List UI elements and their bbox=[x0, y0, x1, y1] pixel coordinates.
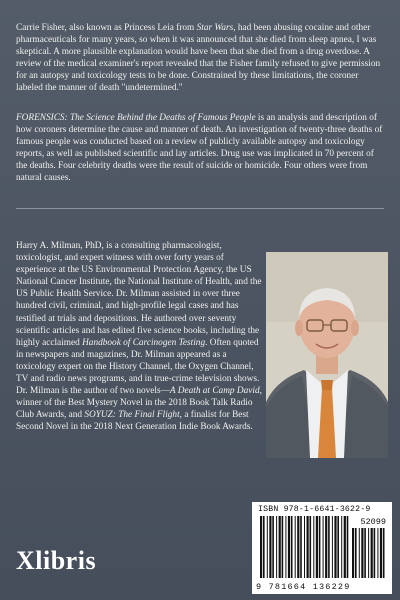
barcode-bar bbox=[300, 516, 302, 578]
blurb-paragraph-2: FORENSICS: The Science Behind the Deaths of Famous People is an analysis and description of how coroners determine the cause and manner of death. An investigation of twenty-three deaths of famous people was conducted based on a review of publicly available autopsy and toxicology reports, as well as published scientific and lay articles. Drug use was implicated in 70 percent of the deaths. Four celebrity deaths were the result of suicide or homicide. Four others were from natural causes. bbox=[16, 113, 383, 184]
barcode-bar bbox=[352, 528, 354, 578]
author-bio: Harry A. Milman, PhD, is a consulting pharmacologist, toxicologist, and expert witness with over forty years of experience at the US Environmental Protection Agency, the US National Cancer Institute, the National Institute of Health, and the US Public Health Service. Dr. Milman assisted in over three hundred civil, criminal, and high-profile legal cases and has testified at trials and depositions. He authored over seventy scientific articles and has edited five science books, including the highly acclaimed Handbook of Carcinogen Testing. Often quoted in newspapers and magazines, Dr. Milman appeared as a toxicology expert on the History Channel, the Oxygen Channel, TV and radio news programs, and in true-crime television shows. Dr. Milman is the author of two novels—A Death at Camp David, winner of the Best Mystery Novel in the 2018 Book Talk Radio Club Awards, and SOYUZ: The Final Flight, a finalist for Best Second Novel in the 2018 Next Generation Indie Book Awards. bbox=[16, 241, 262, 433]
barcode-bar bbox=[368, 528, 369, 578]
barcode-bar bbox=[269, 516, 271, 578]
barcode-bar bbox=[279, 516, 281, 578]
barcode-bar bbox=[332, 516, 333, 578]
barcode-addon-bars bbox=[352, 528, 386, 582]
barcode-bar bbox=[260, 516, 262, 578]
barcode-bar bbox=[337, 516, 339, 578]
barcode-bar bbox=[374, 528, 376, 578]
barcode-bar bbox=[361, 528, 363, 578]
barcode-bar bbox=[282, 516, 284, 578]
price-code: 52099 bbox=[360, 517, 386, 527]
barcode-bar bbox=[355, 528, 357, 578]
barcode-bar bbox=[383, 528, 385, 578]
blurb-paragraph-1: Carrie Fisher, also known as Princess Leia from Star Wars, had been abusing cocaine and other pharmaceuticals for many years, so when it was announced that she died from sleep apnea, I was skeptical. A more plausible explanation would have been that she died from a drug overdose. A review of the medical examiner's report revealed that the Fisher family refused to give permission for an autopsy and toxicology tests to be done. Constrained by these limitations, the coroner labeled the manner of death "undetermined." bbox=[16, 23, 381, 94]
barcode-bar bbox=[380, 528, 382, 578]
barcode-bar bbox=[295, 516, 296, 578]
barcode-bar bbox=[310, 516, 312, 578]
barcode-bar bbox=[371, 528, 373, 578]
barcode-bar bbox=[291, 516, 293, 578]
barcode-bar bbox=[323, 516, 324, 578]
barcode-bar bbox=[307, 516, 309, 578]
section-divider bbox=[16, 208, 384, 209]
isbn-label: ISBN 978-1-6641-3622-9 bbox=[258, 505, 371, 514]
barcode-bar bbox=[267, 516, 268, 578]
barcode-bar bbox=[316, 516, 318, 578]
barcode-bar bbox=[364, 528, 366, 578]
barcode-bars bbox=[260, 516, 350, 582]
barcode-bar bbox=[288, 516, 290, 578]
barcode-bar bbox=[272, 516, 274, 578]
barcode-bar bbox=[344, 516, 346, 578]
barcode-bar bbox=[341, 516, 342, 578]
barcode-bar bbox=[319, 516, 321, 578]
barcode-bar bbox=[276, 516, 277, 578]
barcode-bar bbox=[347, 516, 349, 578]
barcode-bar bbox=[359, 528, 360, 578]
publisher-logo: Xlibris bbox=[16, 546, 97, 575]
barcode-bar bbox=[328, 516, 330, 578]
barcode-bar bbox=[377, 528, 378, 578]
barcode-bar bbox=[325, 516, 327, 578]
author-photo bbox=[266, 252, 388, 458]
barcode-bar bbox=[334, 516, 336, 578]
barcode-bar bbox=[263, 516, 265, 578]
barcode-bar bbox=[297, 516, 299, 578]
barcode-bar bbox=[285, 516, 286, 578]
barcode-bar bbox=[304, 516, 305, 578]
barcode-bar bbox=[313, 516, 314, 578]
isbn-barcode bbox=[252, 502, 392, 594]
barcode-digits: 9 781664 136229 bbox=[256, 582, 351, 592]
